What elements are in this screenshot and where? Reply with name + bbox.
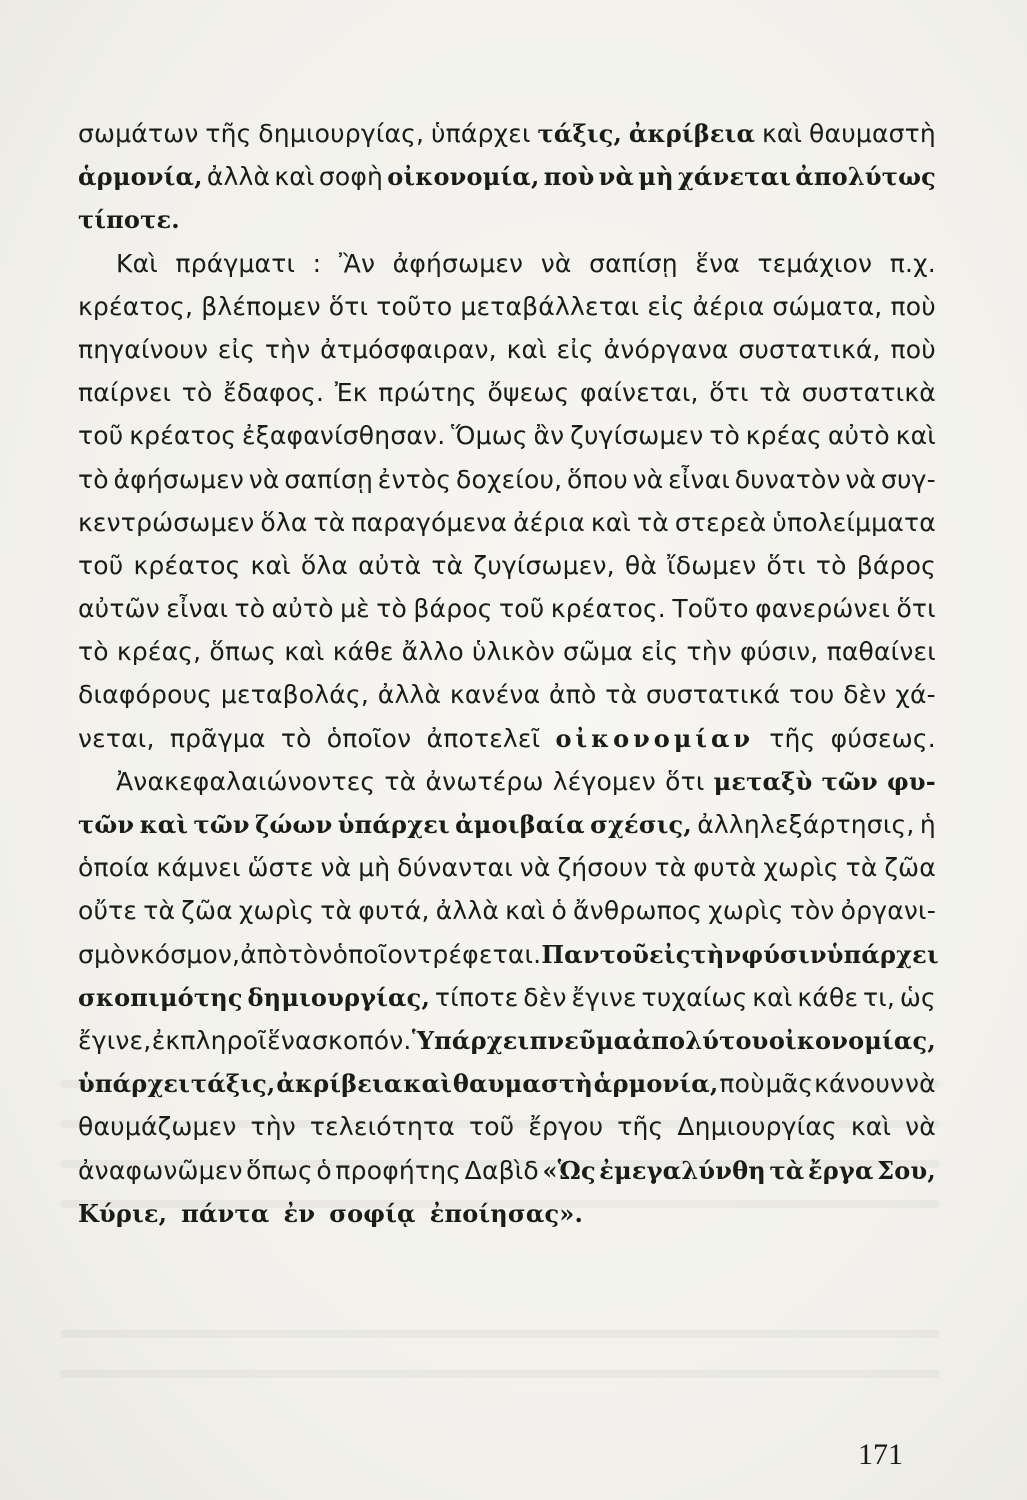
word: νὰ bbox=[540, 248, 572, 278]
word: κάθε bbox=[797, 982, 859, 1012]
word: ἀέρια bbox=[692, 291, 765, 321]
text-line bbox=[78, 414, 936, 457]
word: συγ- bbox=[880, 464, 936, 494]
word: πρώτης bbox=[378, 378, 477, 408]
word: ζυγίσωμεν, bbox=[473, 550, 615, 580]
word: τοῦ bbox=[78, 421, 124, 451]
word: : bbox=[312, 248, 322, 278]
word: τὸ bbox=[78, 464, 109, 494]
word: οἰκονομίαν bbox=[555, 723, 755, 753]
word: νὰ bbox=[248, 464, 280, 494]
word: τὰ bbox=[313, 507, 346, 537]
word: οἰκονομία, bbox=[387, 162, 540, 192]
word: ποὺ bbox=[890, 291, 936, 321]
text-line bbox=[78, 285, 936, 328]
word: ὅπου bbox=[566, 464, 628, 494]
text-line bbox=[78, 717, 936, 760]
word: τάξις, bbox=[190, 1069, 276, 1099]
word: μὴ bbox=[358, 853, 391, 883]
word: αὐτὰ bbox=[358, 550, 422, 580]
word: κρέατος bbox=[133, 550, 241, 580]
word: ἡ bbox=[919, 810, 936, 839]
word: ἀλλὰ bbox=[377, 680, 442, 710]
word: δὲν bbox=[843, 680, 887, 710]
show-through-shadow bbox=[60, 1370, 940, 1378]
word: σαπίσῃ bbox=[589, 248, 678, 278]
word: φύσιν, bbox=[740, 637, 819, 667]
word: πράγματι bbox=[175, 248, 296, 278]
word: καὶ bbox=[752, 982, 793, 1012]
word: νὰ bbox=[845, 464, 877, 494]
word: κρέας, bbox=[116, 637, 202, 667]
word: εἶναι bbox=[166, 594, 229, 624]
word: κρέας bbox=[745, 421, 823, 451]
word: εἰς bbox=[641, 637, 679, 667]
word: τὸν bbox=[287, 939, 333, 969]
word: ὑπάρχει bbox=[337, 810, 450, 839]
word: νὰ bbox=[905, 1112, 936, 1142]
word: Ὅμως bbox=[451, 421, 528, 451]
word: Ἀνακεφαλαιώνοντες bbox=[116, 766, 376, 796]
word: Τοῦτο bbox=[672, 594, 749, 624]
word: τῆς bbox=[205, 119, 252, 148]
word: σαπίσῃ bbox=[284, 464, 374, 494]
word: ἀέρια bbox=[513, 507, 585, 537]
word: θαυμαστὴ bbox=[809, 119, 936, 148]
word: πνεῦμα bbox=[529, 1025, 633, 1055]
word: ἀλλὰ bbox=[206, 162, 271, 192]
word: ἔδαφος. bbox=[223, 378, 325, 408]
word: ἀποτελεῖ bbox=[426, 723, 541, 753]
word: φύσιν bbox=[741, 939, 827, 969]
word: τῶν bbox=[193, 810, 250, 839]
word: σμὸν bbox=[78, 939, 140, 969]
word: κάθε bbox=[332, 637, 394, 667]
word: τοῦ bbox=[468, 1112, 515, 1142]
word: τὸ bbox=[815, 550, 847, 580]
word: ὅλα bbox=[260, 507, 308, 537]
word: σοφὴ bbox=[318, 162, 384, 192]
word: ὑλικὸν bbox=[471, 637, 555, 667]
word: Δημιουργίας bbox=[677, 1112, 837, 1142]
word: τρέφεται. bbox=[417, 939, 542, 969]
word: ἁρμονία, bbox=[78, 162, 203, 192]
word: πρᾶγμα bbox=[169, 723, 266, 753]
word: ἀπολύτως bbox=[795, 162, 936, 192]
word: ἕνα bbox=[267, 1025, 312, 1055]
word: τεμάχιον bbox=[757, 248, 873, 278]
word: τελειότητα bbox=[309, 1112, 455, 1142]
word: ζῶα bbox=[884, 853, 936, 883]
word: ἀνόργανα bbox=[603, 334, 729, 364]
text-line bbox=[78, 242, 936, 285]
text-line bbox=[78, 1105, 936, 1148]
word: ἐκπληροῖ bbox=[151, 1025, 267, 1055]
word: τὴν bbox=[690, 939, 742, 969]
word: τοῦ bbox=[499, 594, 545, 624]
word: μεταξὺ bbox=[713, 766, 813, 796]
word: ἐν bbox=[283, 1198, 316, 1228]
word: τοῦ bbox=[78, 550, 124, 580]
word: ὅτι bbox=[665, 766, 705, 796]
text-line bbox=[78, 976, 936, 1019]
word: ἔγινε bbox=[571, 982, 637, 1012]
word: ἴδωμεν bbox=[667, 550, 757, 580]
word: χά- bbox=[895, 680, 936, 710]
word: ἀκρίβεια bbox=[628, 119, 756, 148]
word: σκοπόν. bbox=[311, 1025, 412, 1055]
word: τοῦτο bbox=[376, 291, 453, 321]
word: ὅτι bbox=[766, 550, 806, 580]
word: καὶ bbox=[506, 334, 547, 364]
word: «Ὡς bbox=[542, 1155, 596, 1185]
word: ἀπολύτου bbox=[632, 1025, 769, 1055]
word: συστατικά, bbox=[738, 334, 881, 364]
word: χάνεται bbox=[677, 162, 792, 192]
text-line bbox=[78, 112, 936, 155]
word: καὶ bbox=[403, 1069, 453, 1099]
word: τὰ bbox=[605, 680, 638, 710]
word: ποὺ bbox=[719, 1069, 765, 1099]
word: ἀνωτέρω bbox=[425, 766, 544, 796]
word: τὸν bbox=[789, 896, 835, 926]
word: μὲ bbox=[340, 594, 370, 624]
word: καὶ bbox=[505, 896, 546, 926]
word: νὰ bbox=[632, 464, 664, 494]
word: οὔτε bbox=[78, 896, 138, 926]
word: δοχείου, bbox=[455, 464, 563, 494]
word: εἰς bbox=[217, 334, 256, 364]
word: σώματα, bbox=[772, 291, 883, 321]
word: φυ- bbox=[886, 766, 936, 796]
word: κόσμον, bbox=[139, 939, 241, 969]
word: Ὑπάρχει bbox=[411, 1025, 530, 1055]
word: εἰς bbox=[556, 334, 594, 364]
word: χωρὶς bbox=[238, 896, 315, 926]
word: φυτὰ bbox=[693, 853, 757, 883]
word: σοφίᾳ bbox=[329, 1198, 416, 1228]
word: τὰ bbox=[637, 507, 669, 537]
word: καὶ bbox=[590, 507, 632, 537]
word: βάρος bbox=[856, 550, 936, 580]
word: ἐποίησας». bbox=[429, 1198, 584, 1228]
word: τὸ bbox=[181, 378, 213, 408]
word: Κύριε, bbox=[78, 1198, 168, 1228]
word: ζῶα bbox=[181, 896, 233, 926]
word: τὰ bbox=[769, 1155, 805, 1185]
word: συστατικά bbox=[645, 680, 781, 710]
word: ὁ bbox=[316, 1155, 332, 1185]
word: ὑπάρχει bbox=[78, 1069, 191, 1099]
word: του bbox=[788, 680, 835, 710]
word: καὶ bbox=[850, 1112, 892, 1142]
word: προφήτης bbox=[335, 1155, 462, 1185]
word: σκοπιμότης bbox=[78, 982, 243, 1012]
word: κάνουν bbox=[814, 1069, 905, 1099]
word: ὥστε bbox=[247, 853, 314, 883]
word: τῆς bbox=[769, 723, 816, 753]
word: δὲν bbox=[523, 982, 567, 1012]
text-line bbox=[78, 328, 936, 371]
text-line bbox=[78, 630, 936, 673]
word: παίρνει bbox=[78, 378, 172, 408]
word: τίποτε bbox=[434, 982, 519, 1012]
word: δημιουργίας, bbox=[247, 982, 431, 1012]
word: τὸ bbox=[709, 421, 740, 451]
word: τὰ bbox=[431, 550, 464, 580]
word: χωρὶς bbox=[763, 853, 839, 883]
word: καὶ bbox=[250, 550, 291, 580]
word: ἀτμόσφαιραν, bbox=[320, 334, 497, 364]
word: φύσεως. bbox=[830, 723, 936, 753]
word: δύνανται bbox=[397, 853, 513, 883]
word: τὸ bbox=[280, 723, 312, 753]
word: ὁποῖον bbox=[326, 723, 412, 753]
word: αὐτῶν bbox=[78, 594, 160, 624]
text-line bbox=[78, 933, 939, 976]
text-line bbox=[78, 587, 936, 630]
word: π.χ. bbox=[889, 248, 936, 278]
word: κρέατος. bbox=[550, 594, 666, 624]
word: παθαίνει bbox=[826, 637, 936, 667]
word: ποὺ bbox=[543, 162, 595, 192]
word: ζήσουν bbox=[557, 853, 648, 883]
word: οἰκονομίας, bbox=[768, 1025, 936, 1055]
word: τῆς bbox=[617, 1112, 664, 1142]
word: θὰ bbox=[624, 550, 658, 580]
word: δυνατὸν bbox=[734, 464, 841, 494]
text-line bbox=[78, 673, 936, 716]
word: σῶμα bbox=[563, 637, 633, 667]
word: ἐξαφανίσθησαν. bbox=[242, 421, 446, 451]
word: ἁρμονία, bbox=[593, 1069, 719, 1099]
text-line bbox=[78, 803, 936, 846]
word: μεταβολάς, bbox=[220, 680, 369, 710]
word: λέγομεν bbox=[552, 766, 656, 796]
text-line bbox=[78, 1062, 936, 1105]
text-line bbox=[78, 198, 936, 241]
word: συστατικὰ bbox=[801, 378, 936, 408]
word: τῶν bbox=[78, 810, 135, 839]
word: κανένα bbox=[449, 680, 541, 710]
text-line bbox=[78, 889, 936, 932]
word: ἂν bbox=[533, 421, 565, 451]
word: ἀπὸ bbox=[240, 939, 288, 969]
word: ὅτι bbox=[709, 378, 749, 408]
word: ὀργανι- bbox=[840, 896, 936, 926]
word: τυχαίως bbox=[641, 982, 748, 1012]
word: τι, bbox=[862, 982, 896, 1012]
word: νεται, bbox=[78, 723, 155, 753]
word: μᾶς bbox=[765, 1069, 814, 1099]
word: ἔργου bbox=[528, 1112, 604, 1142]
text-line bbox=[78, 501, 936, 544]
text-line bbox=[78, 458, 936, 501]
word: κρέατος, bbox=[78, 291, 194, 321]
word: Ἂν bbox=[338, 248, 376, 278]
word: παραγόμενα bbox=[351, 507, 508, 537]
word: θαυμαστὴ bbox=[452, 1069, 593, 1099]
word: θαυμάζωμεν bbox=[78, 1112, 237, 1142]
word: σχέσις, bbox=[590, 810, 692, 839]
word: ἀπὸ bbox=[549, 680, 597, 710]
text-line bbox=[78, 846, 936, 889]
text-line bbox=[78, 760, 936, 803]
word: ἀναφωνῶμεν bbox=[78, 1155, 243, 1185]
word: τάξις, bbox=[537, 119, 623, 148]
word: Παντοῦ bbox=[541, 939, 650, 969]
word: κεντρώσωμεν bbox=[78, 507, 255, 537]
word: ὡς bbox=[899, 982, 936, 1012]
word: ὅτι bbox=[896, 594, 936, 624]
word: Ἐκ bbox=[334, 378, 368, 408]
word: τὸ bbox=[376, 594, 408, 624]
word: ἀλληλεξάρτησις, bbox=[697, 810, 915, 839]
word: τὴν bbox=[686, 637, 732, 667]
word: ἕνα bbox=[695, 248, 740, 278]
word: ὁ bbox=[551, 896, 567, 926]
text-line bbox=[78, 155, 936, 198]
word: αὐτὸ bbox=[827, 421, 890, 451]
word: ὅλα bbox=[300, 550, 349, 580]
text-line bbox=[78, 371, 936, 414]
word: κάμνει bbox=[156, 853, 241, 883]
word: φαίνεται, bbox=[580, 378, 699, 408]
word: τὸ bbox=[234, 594, 266, 624]
word: ἀλλὰ bbox=[435, 896, 500, 926]
word: χωρὶς bbox=[708, 896, 784, 926]
word: φανερώνει bbox=[755, 594, 891, 624]
word: εἶναι bbox=[668, 464, 731, 494]
page-number: 171 bbox=[858, 1438, 903, 1471]
word: ὄψεως bbox=[487, 378, 570, 408]
word: ζώων bbox=[255, 810, 333, 839]
word: ἔγινε, bbox=[78, 1025, 152, 1055]
word: δημιουργίας, bbox=[258, 119, 425, 148]
word: ὅτι bbox=[328, 291, 369, 321]
word: καὶ bbox=[284, 637, 325, 667]
word: ὁποία bbox=[78, 853, 150, 883]
word: τὸ bbox=[78, 637, 109, 667]
word: ἀμοιβαία bbox=[455, 810, 585, 839]
word: ὁποῖον bbox=[332, 939, 418, 969]
word: Καὶ bbox=[116, 248, 158, 278]
word: τῶν bbox=[821, 766, 878, 796]
show-through-shadow bbox=[60, 1330, 940, 1338]
word: διαφόρους bbox=[78, 680, 213, 710]
text-line bbox=[78, 1192, 936, 1235]
word: τὰ bbox=[143, 896, 176, 926]
word: τὰ bbox=[384, 766, 417, 796]
word: τὰ bbox=[845, 853, 878, 883]
word: σωμάτων bbox=[78, 119, 199, 148]
word: καὶ bbox=[274, 162, 315, 192]
word: ἀφήσωμεν bbox=[113, 464, 245, 494]
text-line bbox=[78, 1019, 936, 1062]
body-text bbox=[78, 112, 939, 1235]
word: αὐτὸ bbox=[271, 594, 334, 624]
word: πηγαίνουν bbox=[78, 334, 209, 364]
text-line bbox=[78, 544, 936, 587]
word: μὴ bbox=[638, 162, 674, 192]
word: ζυγίσωμεν bbox=[570, 421, 704, 451]
word: τὴν bbox=[250, 1112, 296, 1142]
word: πάντα bbox=[181, 1198, 270, 1228]
word: βάρος bbox=[413, 594, 493, 624]
word: εἰς bbox=[649, 939, 691, 969]
word: νὰ bbox=[598, 162, 635, 192]
word: τὰ bbox=[759, 378, 792, 408]
word: νὰ bbox=[905, 1069, 936, 1099]
word: καὶ bbox=[895, 421, 936, 451]
word: ὑπάρχει bbox=[826, 939, 939, 969]
word: μεταβάλλεται bbox=[460, 291, 640, 321]
word: ἐμεγαλύνθη bbox=[599, 1155, 766, 1185]
word: ἄλλο bbox=[401, 637, 464, 667]
word: ἄνθρωπος bbox=[573, 896, 703, 926]
word: ποὺ bbox=[890, 334, 936, 364]
word: ἀφήσωμεν bbox=[392, 248, 524, 278]
word: τὰ bbox=[320, 896, 353, 926]
word: ἀκρίβεια bbox=[276, 1069, 403, 1099]
word: βλέπομεν bbox=[201, 291, 321, 321]
text-line bbox=[78, 1149, 936, 1192]
word: εἰς bbox=[647, 291, 685, 321]
word: νὰ bbox=[519, 853, 551, 883]
word: ἐντὸς bbox=[377, 464, 452, 494]
word: ὅπως bbox=[209, 637, 277, 667]
word: στερεὰ bbox=[674, 507, 767, 537]
word: καὶ bbox=[139, 810, 189, 839]
word: τὰ bbox=[654, 853, 687, 883]
word: τὴν bbox=[264, 334, 311, 364]
word: φυτά, bbox=[358, 896, 430, 926]
word: ἔργα bbox=[807, 1155, 874, 1185]
word: Σου, bbox=[877, 1155, 936, 1185]
word: ὑπάρχει bbox=[430, 119, 531, 148]
word: ὅπως bbox=[246, 1155, 313, 1185]
word: Δαβὶδ bbox=[464, 1155, 539, 1185]
word: τίποτε. bbox=[78, 205, 180, 235]
word: καὶ bbox=[761, 119, 803, 148]
word: ὑπολείμματα bbox=[772, 507, 936, 537]
word: κρέατος bbox=[129, 421, 237, 451]
word: νὰ bbox=[320, 853, 352, 883]
